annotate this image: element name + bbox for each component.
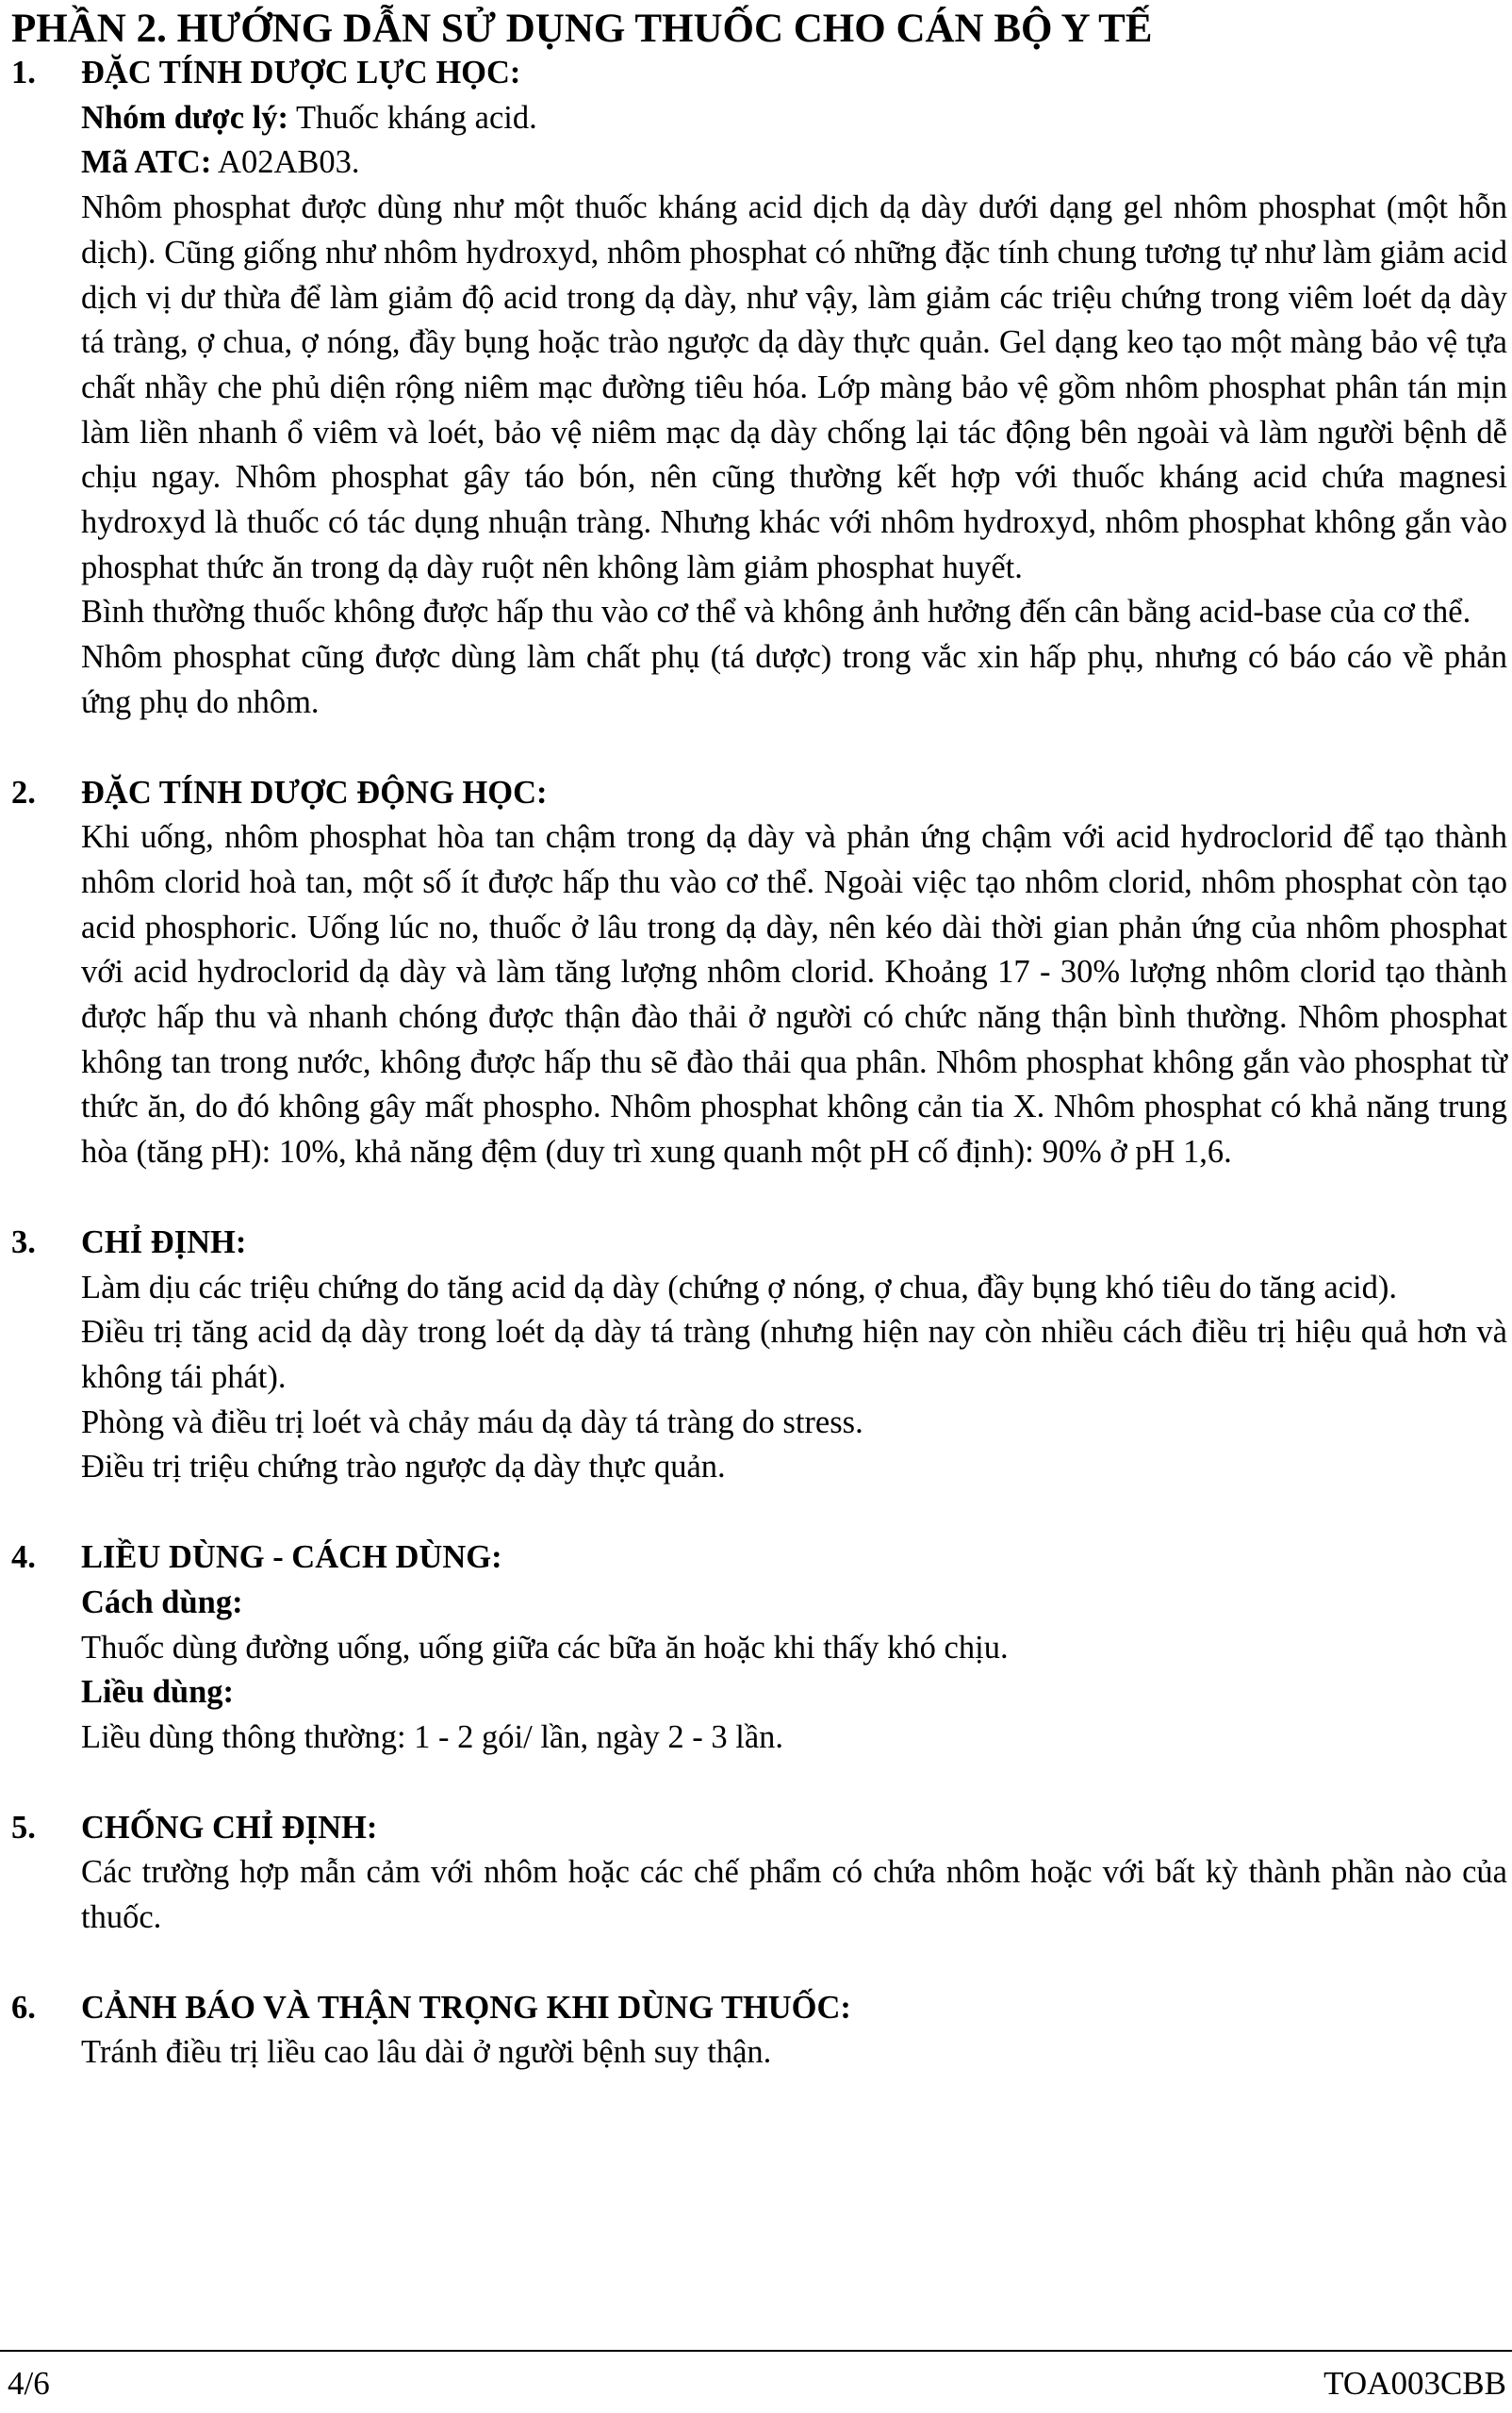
- section-gap: [81, 726, 1507, 771]
- document-content: [11, 51, 1507, 2076]
- section-number: 2.: [11, 774, 36, 811]
- section-heading: [11, 1535, 1507, 1581]
- atc-value: A02AB03.: [211, 144, 360, 181]
- section-title: CHỈ ĐỊNH:: [81, 1223, 247, 1260]
- group-label: Nhóm dược lý:: [81, 99, 288, 136]
- section-number: 1.: [11, 55, 36, 90]
- subheading-dose: Liều dùng:: [81, 1674, 235, 1711]
- section-title: ĐẶC TÍNH DƯỢC ĐỘNG HỌC:: [81, 774, 548, 811]
- pharmacologic-group: [81, 96, 1507, 141]
- paragraph: Nhôm phosphat được dùng như một thuốc kháng acid dịch dạ dày dưới dạng gel nhôm phosphat (một hỗn dịch). Cũng giống như nhôm hydroxyd, nhôm phosphat có những đặc tính chung tương tự như làm giảm acid dịch vị dư thừa để làm giảm độ acid trong dạ dày, như vậy, làm giảm các triệu chứng trong viêm loét dạ dày tá tràng, ợ chua, ợ nóng, đầy bụng hoặc trào ngược dạ dày thực quản. Gel dạng keo tạo một màng bảo vệ tựa chất nhầy che phủ diện rộng niêm mạc đường tiêu hóa. Lớp màng bảo vệ gồm nhôm phosphat phân tán mịn làm liền nhanh ổ viêm và loét, bảo vệ niêm mạc dạ dày chống lại tác động bên ngoài và làm người bệnh dễ chịu ngay. Nhôm phosphat gây táo bón, nên cũng thường kết hợp với thuốc kháng acid chứa magnesi hydroxyd là thuốc có tác dụng nhuận tràng. Nhưng khác với nhôm hydroxyd, nhôm phosphat không gắn vào phosphat thức ăn trong dạ dày ruột nên không làm giảm phosphat huyết.: [81, 189, 1507, 585]
- section-heading: [11, 1986, 1507, 2031]
- group-value: Thuốc kháng acid.: [288, 99, 537, 136]
- section-gap: [81, 1175, 1507, 1221]
- page-number: 4/6: [8, 2365, 50, 2402]
- section-contraindications: [11, 1806, 1507, 1941]
- section-pharmacodynamics: [11, 51, 1507, 726]
- section-number: 4.: [11, 1539, 36, 1576]
- paragraph: Làm dịu các triệu chứng do tăng acid dạ dày (chứng ợ nóng, ợ chua, đầy bụng khó tiêu do tăng acid).: [81, 1269, 1397, 1305]
- section-gap: [81, 1490, 1507, 1535]
- section-title: ĐẶC TÍNH DƯỢC LỰC HỌC:: [81, 55, 521, 90]
- section-title: CHỐNG CHỈ ĐỊNH:: [81, 1809, 378, 1846]
- section-title: LIỀU DÙNG - CÁCH DÙNG:: [81, 1539, 502, 1576]
- paragraph: Nhôm phosphat cũng được dùng làm chất phụ (tá dược) trong vắc xin hấp phụ, nhưng có báo cáo về phản ứng phụ do nhôm.: [81, 639, 1507, 720]
- section-warnings: [11, 1986, 1507, 2076]
- paragraph: Các trường hợp mẫn cảm với nhôm hoặc các chế phẩm có chứa nhôm hoặc với bất kỳ thành phần nào của thuốc.: [81, 1854, 1507, 1936]
- section-number: 6.: [11, 1989, 36, 2026]
- section-heading: [11, 771, 1507, 816]
- atc-label: Mã ATC:: [81, 144, 212, 181]
- section-gap: [81, 1941, 1507, 1986]
- paragraph: Phòng và điều trị loét và chảy máu dạ dày tá tràng do stress.: [81, 1403, 863, 1440]
- part-title: PHẦN 2. HƯỚNG DẪN SỬ DỤNG THUỐC CHO CÁN BỘ Y TẾ: [11, 7, 1153, 51]
- section-gap: [81, 1761, 1507, 1806]
- paragraph: Bình thường thuốc không được hấp thu vào cơ thể và không ảnh hưởng đến cân bằng acid-base của cơ thể.: [81, 594, 1471, 631]
- paragraph: Khi uống, nhôm phosphat hòa tan chậm trong dạ dày và phản ứng chậm với acid hydroclorid để tạo thành nhôm clorid hoà tan, một số ít được hấp thu vào cơ thể. Ngoài việc tạo nhôm clorid, nhôm phosphat còn tạo acid phosphoric. Uống lúc no, thuốc ở lâu trong dạ dày, nên kéo dài thời gian phản ứng của nhôm phosphat với acid hydroclorid dạ dày và làm tăng lượng nhôm clorid. Khoảng 17 - 30% lượng nhôm clorid tạo thành được hấp thu và nhanh chóng được thận đào thải ở người có chức năng thận bình thường. Nhôm phosphat không tan trong nước, không được hấp thu sẽ đào thải qua phân. Nhôm phosphat không gắn vào phosphat từ thức ăn, do đó không gây mất phospho. Nhôm phosphat không cản tia X. Nhôm phosphat có khả năng trung hòa (tăng pH): 10%, khả năng đệm (duy trì xung quanh một pH cố định): 90% ở pH 1,6.: [81, 819, 1507, 1171]
- section-heading: [11, 1806, 1507, 1851]
- section-number: 3.: [11, 1223, 36, 1260]
- paragraph: Điều trị tăng acid dạ dày trong loét dạ dày tá tràng (nhưng hiện nay còn nhiều cách điều trị hiệu quả hơn và không tái phát).: [81, 1314, 1507, 1395]
- paragraph: Thuốc dùng đường uống, uống giữa các bữa ăn hoặc khi thấy khó chịu.: [81, 1629, 1009, 1666]
- document-code: TOA003CBB: [1323, 2365, 1506, 2402]
- section-title: CẢNH BÁO VÀ THẬN TRỌNG KHI DÙNG THUỐC:: [81, 1989, 851, 2026]
- paragraph: Tránh điều trị liều cao lâu dài ở người bệnh suy thận.: [81, 2034, 772, 2071]
- section-indications: [11, 1221, 1507, 1490]
- paragraph: Điều trị triệu chứng trào ngược dạ dày thực quản.: [81, 1449, 726, 1486]
- section-heading: [11, 1221, 1507, 1266]
- footer-divider: [0, 2350, 1512, 2352]
- atc-code: [81, 140, 1507, 186]
- section-dosage: [11, 1535, 1507, 1761]
- section-heading: [11, 51, 1507, 96]
- section-number: 5.: [11, 1809, 36, 1846]
- section-pharmacokinetics: [11, 771, 1507, 1175]
- subheading-administration: Cách dùng:: [81, 1584, 243, 1620]
- paragraph: Liều dùng thông thường: 1 - 2 gói/ lần, ngày 2 - 3 lần.: [81, 1718, 784, 1755]
